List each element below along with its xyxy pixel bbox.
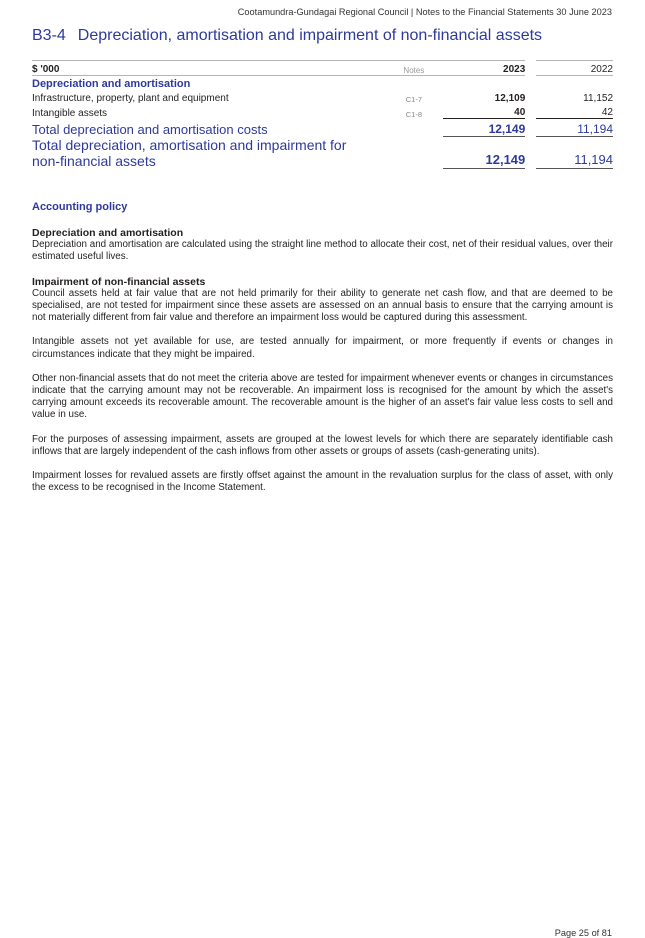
impairment-paragraph: Other non-financial assets that do not meet the criteria above are tested for impairment whenever events or changes in circumstances indicate that the carrying amount may not be recoverable. An impairment loss is recognised for the amount by which the asset's carrying amount exceeds its recoverable amount. The recoverable amount is the higher of an asset's fair value less costs to sell and value in use. <box>32 372 613 421</box>
grand-total-row <box>32 137 613 169</box>
row-label: Infrastructure, property, plant and equipment <box>32 93 229 104</box>
section-heading: Depreciation and amortisation <box>32 78 191 90</box>
grand-total-prior-value: 11,194 <box>536 137 613 169</box>
units-header: $ '000 <box>32 61 384 76</box>
depreciation-subheading: Depreciation and amortisation <box>32 227 184 239</box>
row-prior-value: 11,152 <box>583 93 613 104</box>
row-current-value: 40 <box>443 104 525 119</box>
page-header: Cootamundra-Gundagai Regional Council | Notes to the Financial Statements 30 June 2023 <box>237 7 612 17</box>
impairment-paragraph: Impairment losses for revalued assets are firstly offset against the amount in the revaluation surplus for the class of asset, with only the excess to be recognised in the Income Statement. <box>32 470 613 494</box>
grand-total-label-line2: non-financial assets <box>32 152 156 169</box>
note-title: Depreciation, amortisation and impairment of non-financial assets <box>77 27 543 44</box>
financial-table <box>32 60 613 169</box>
grand-total-label <box>32 137 443 169</box>
year-prior-header: 2022 <box>536 61 613 76</box>
row-note: C1-7 <box>405 95 422 104</box>
notes-header: Notes <box>384 61 443 76</box>
impairment-subheading: Impairment of non-financial assets <box>32 275 206 288</box>
row-prior-value: 42 <box>536 104 613 119</box>
grand-total-current-value: 12,149 <box>443 137 525 169</box>
row-note: C1-8 <box>405 109 422 119</box>
depreciation-paragraph: Depreciation and amortisation are calculated using the straight line method to allocate their cost, net of their residual values, over their estimated useful lives. <box>32 239 613 263</box>
row-label: Intangible assets <box>32 107 108 119</box>
impairment-paragraph: Intangible assets not yet available for use, are tested annually for impairment, or more frequently if events or changes in circumstances indicate that they might be impaired. <box>32 336 613 360</box>
table-row <box>32 90 613 104</box>
page-title <box>32 27 622 45</box>
grand-total-label-line1: Total depreciation, amortisation and impairment for <box>32 136 347 153</box>
year-current-header: 2023 <box>443 61 525 76</box>
note-code: B3-4 <box>32 27 66 44</box>
row-current-value: 12,109 <box>494 93 526 104</box>
total-current-value: 12,149 <box>443 119 525 137</box>
total-row <box>32 119 613 137</box>
accounting-policy-heading: Accounting policy <box>32 201 128 213</box>
impairment-paragraph: For the purposes of assessing impairment, assets are grouped at the lowest levels for which there are separately identifiable cash inflows that are largely independent of the cash inflows from other assets or groups of assets (cash-generating units). <box>32 433 613 457</box>
accounting-policy-body <box>32 227 613 506</box>
impairment-paragraph: Council assets held at fair value that are not held primarily for their ability to generate net cash flow, and that are deemed to be specialised, are not tested for impairment since these assets are assessed on an annual basis to ensure that the carrying amount is not materially different from fair value and therefore an impairment loss would be captured during this assessment. <box>32 287 613 324</box>
table-header-row <box>32 61 613 76</box>
total-label: Total depreciation and amortisation costs <box>32 121 268 137</box>
total-prior-value: 11,194 <box>536 119 613 137</box>
section-heading-row <box>32 76 613 91</box>
page-number: Page 25 of 81 <box>554 928 612 938</box>
table-row <box>32 104 613 119</box>
